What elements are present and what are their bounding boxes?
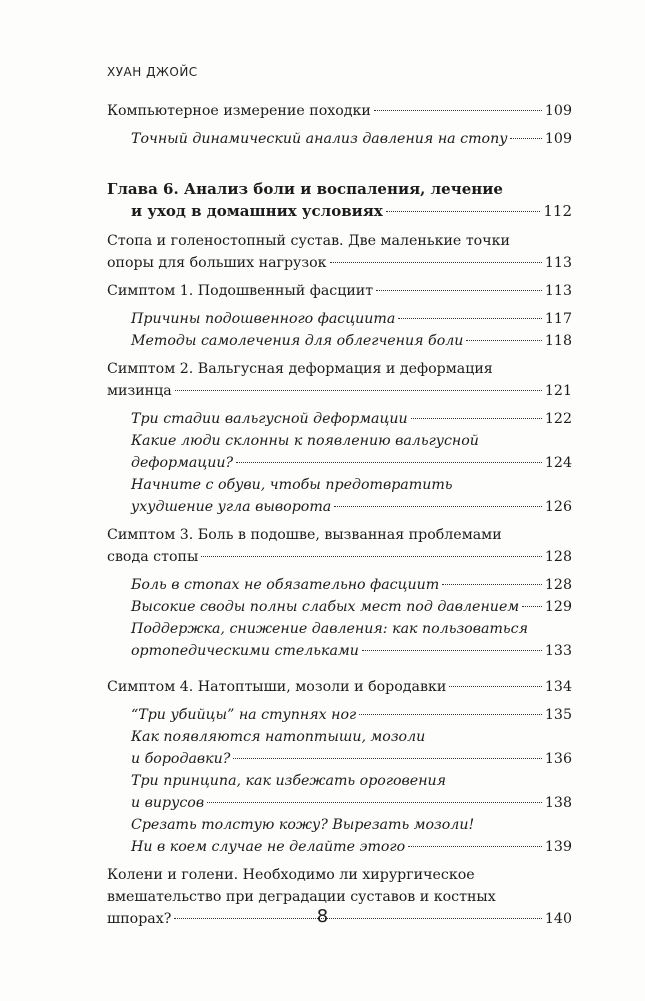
dot-leader (362, 650, 542, 651)
toc-subentry[interactable] (107, 704, 572, 726)
toc-subentry[interactable] (107, 574, 572, 596)
toc-entry-title-line2: вмешательство при деградации суставов и костных (107, 889, 496, 905)
toc-subentry[interactable] (107, 330, 572, 352)
toc-entry-title-line1: Стопа и голеностопный сустав. Две маленькие точки (107, 233, 510, 249)
toc-entry-title-line2: ухудшение угла выворота (131, 499, 332, 515)
table-of-contents (107, 100, 572, 930)
toc-subentry[interactable] (107, 726, 572, 770)
toc-subentry[interactable] (107, 430, 572, 474)
toc-subentry[interactable] (107, 408, 572, 430)
toc-subentry[interactable] (107, 814, 572, 858)
dot-leader (411, 418, 542, 419)
toc-page: 113 (544, 283, 572, 299)
toc-page: 128 (544, 549, 572, 565)
toc-subentry[interactable] (107, 308, 572, 330)
toc-entry-title: Высокие своды полны слабых мест под давлением (131, 599, 520, 615)
dot-leader (386, 211, 541, 212)
toc-subentry[interactable] (107, 770, 572, 814)
toc-entry-title: Точный динамический анализ давления на стопу (131, 131, 508, 147)
toc-page: 126 (544, 499, 572, 515)
toc-entry-title-line1: Симптом 2. Вальгусная деформация и деформация (107, 361, 493, 377)
toc-entry-title-line2: и вирусов (131, 795, 205, 811)
toc-page: 133 (544, 643, 572, 659)
toc-page: 138 (544, 795, 572, 811)
toc-page: 139 (544, 839, 572, 855)
toc-entry-title: Методы самолечения для облегчения боли (131, 333, 464, 349)
toc-page: 135 (544, 707, 572, 723)
toc-entry-title: Симптом 4. Натоптыши, мозоли и бородавки (107, 679, 447, 695)
toc-entry-title: Боль в стопах не обязательно фасциит (131, 577, 440, 593)
toc-entry[interactable] (107, 100, 572, 122)
toc-page: 118 (544, 333, 572, 349)
dot-leader (449, 686, 542, 687)
toc-entry-title: Три стадии вальгусной деформации (131, 411, 408, 427)
toc-page: 128 (544, 577, 572, 593)
toc-subentry[interactable] (107, 128, 572, 150)
toc-entry-title-line2: ортопедическими стельками (131, 643, 359, 659)
toc-entry[interactable] (107, 676, 572, 698)
dot-leader (398, 318, 542, 319)
dot-leader (236, 462, 542, 463)
dot-leader (510, 138, 541, 139)
toc-page: 122 (544, 411, 572, 427)
toc-subentry[interactable] (107, 474, 572, 518)
dot-leader (233, 758, 542, 759)
toc-entry-title-line2: свода стопы (107, 549, 199, 565)
toc-page: 129 (544, 599, 572, 615)
toc-entry-title-line2: опоры для больших нагрузок (107, 255, 327, 271)
dot-leader (201, 556, 542, 557)
toc-entry-title-line1: Симптом 3. Боль в подошве, вызванная проблемами (107, 527, 502, 543)
toc-entry-title-line2: и бородавки? (131, 751, 231, 767)
toc-entry-title-line1: Колени и голени. Необходимо ли хирургическое (107, 867, 475, 883)
toc-chapter-title-line1: Глава 6. Анализ боли и воспаления, лечение (107, 180, 503, 198)
toc-subentry[interactable] (107, 596, 572, 618)
toc-entry-title-line1: Поддержка, снижение давления: как пользоваться (131, 621, 528, 637)
toc-subentry[interactable] (107, 618, 572, 662)
dot-leader (330, 262, 542, 263)
dot-leader (442, 584, 542, 585)
toc-page: 124 (544, 455, 572, 471)
toc-entry-title-line3: шпорах? (107, 911, 172, 927)
toc-chapter-title-line2: и уход в домашних условиях (131, 202, 383, 220)
toc-page: 134 (544, 679, 572, 695)
toc-entry[interactable] (107, 280, 572, 302)
toc-entry-title-line2: мизинца (107, 383, 172, 399)
toc-entry-title: “Три убийцы” на ступнях ног (131, 707, 357, 723)
toc-entry-title-line1: Срезать толстую кожу? Вырезать мозоли! (131, 817, 475, 833)
dot-leader (359, 714, 542, 715)
toc-page: 112 (543, 202, 572, 220)
running-header: ХУАН ДЖОЙС (107, 65, 198, 79)
toc-page: 121 (544, 383, 572, 399)
toc-page: 117 (544, 311, 572, 327)
toc-entry[interactable] (107, 358, 572, 402)
toc-entry-title-line1: Какие люди склонны к появлению вальгусной (131, 433, 479, 449)
toc-entry-title-line1: Как появляются натоптыши, мозоли (131, 729, 426, 745)
toc-entry-title-line2: Ни в коем случае не делайте этого (131, 839, 406, 855)
toc-entry-title: Причины подошвенного фасциита (131, 311, 396, 327)
toc-page: 109 (544, 131, 572, 147)
dot-leader (374, 110, 542, 111)
toc-entry[interactable] (107, 524, 572, 568)
toc-entry-title: Компьютерное измерение походки (107, 103, 371, 119)
toc-page: 140 (544, 911, 572, 927)
dot-leader (175, 390, 542, 391)
toc-page: 136 (544, 751, 572, 767)
toc-page: 113 (544, 255, 572, 271)
toc-page: 109 (544, 103, 572, 119)
dot-leader (207, 802, 542, 803)
dot-leader (376, 290, 542, 291)
toc-entry-title: Симптом 1. Подошвенный фасциит (107, 283, 374, 299)
toc-entry[interactable] (107, 230, 572, 274)
toc-entry-title-line2: деформации? (131, 455, 234, 471)
dot-leader (522, 606, 542, 607)
dot-leader (408, 846, 542, 847)
dot-leader (466, 340, 541, 341)
toc-chapter-6[interactable] (107, 178, 572, 222)
dot-leader (334, 506, 542, 507)
toc-entry-title-line1: Начните с обуви, чтобы предотвратить (131, 477, 453, 493)
page-number: 8 (316, 906, 329, 927)
toc-entry-title-line1: Три принципа, как избежать ороговения (131, 773, 447, 789)
